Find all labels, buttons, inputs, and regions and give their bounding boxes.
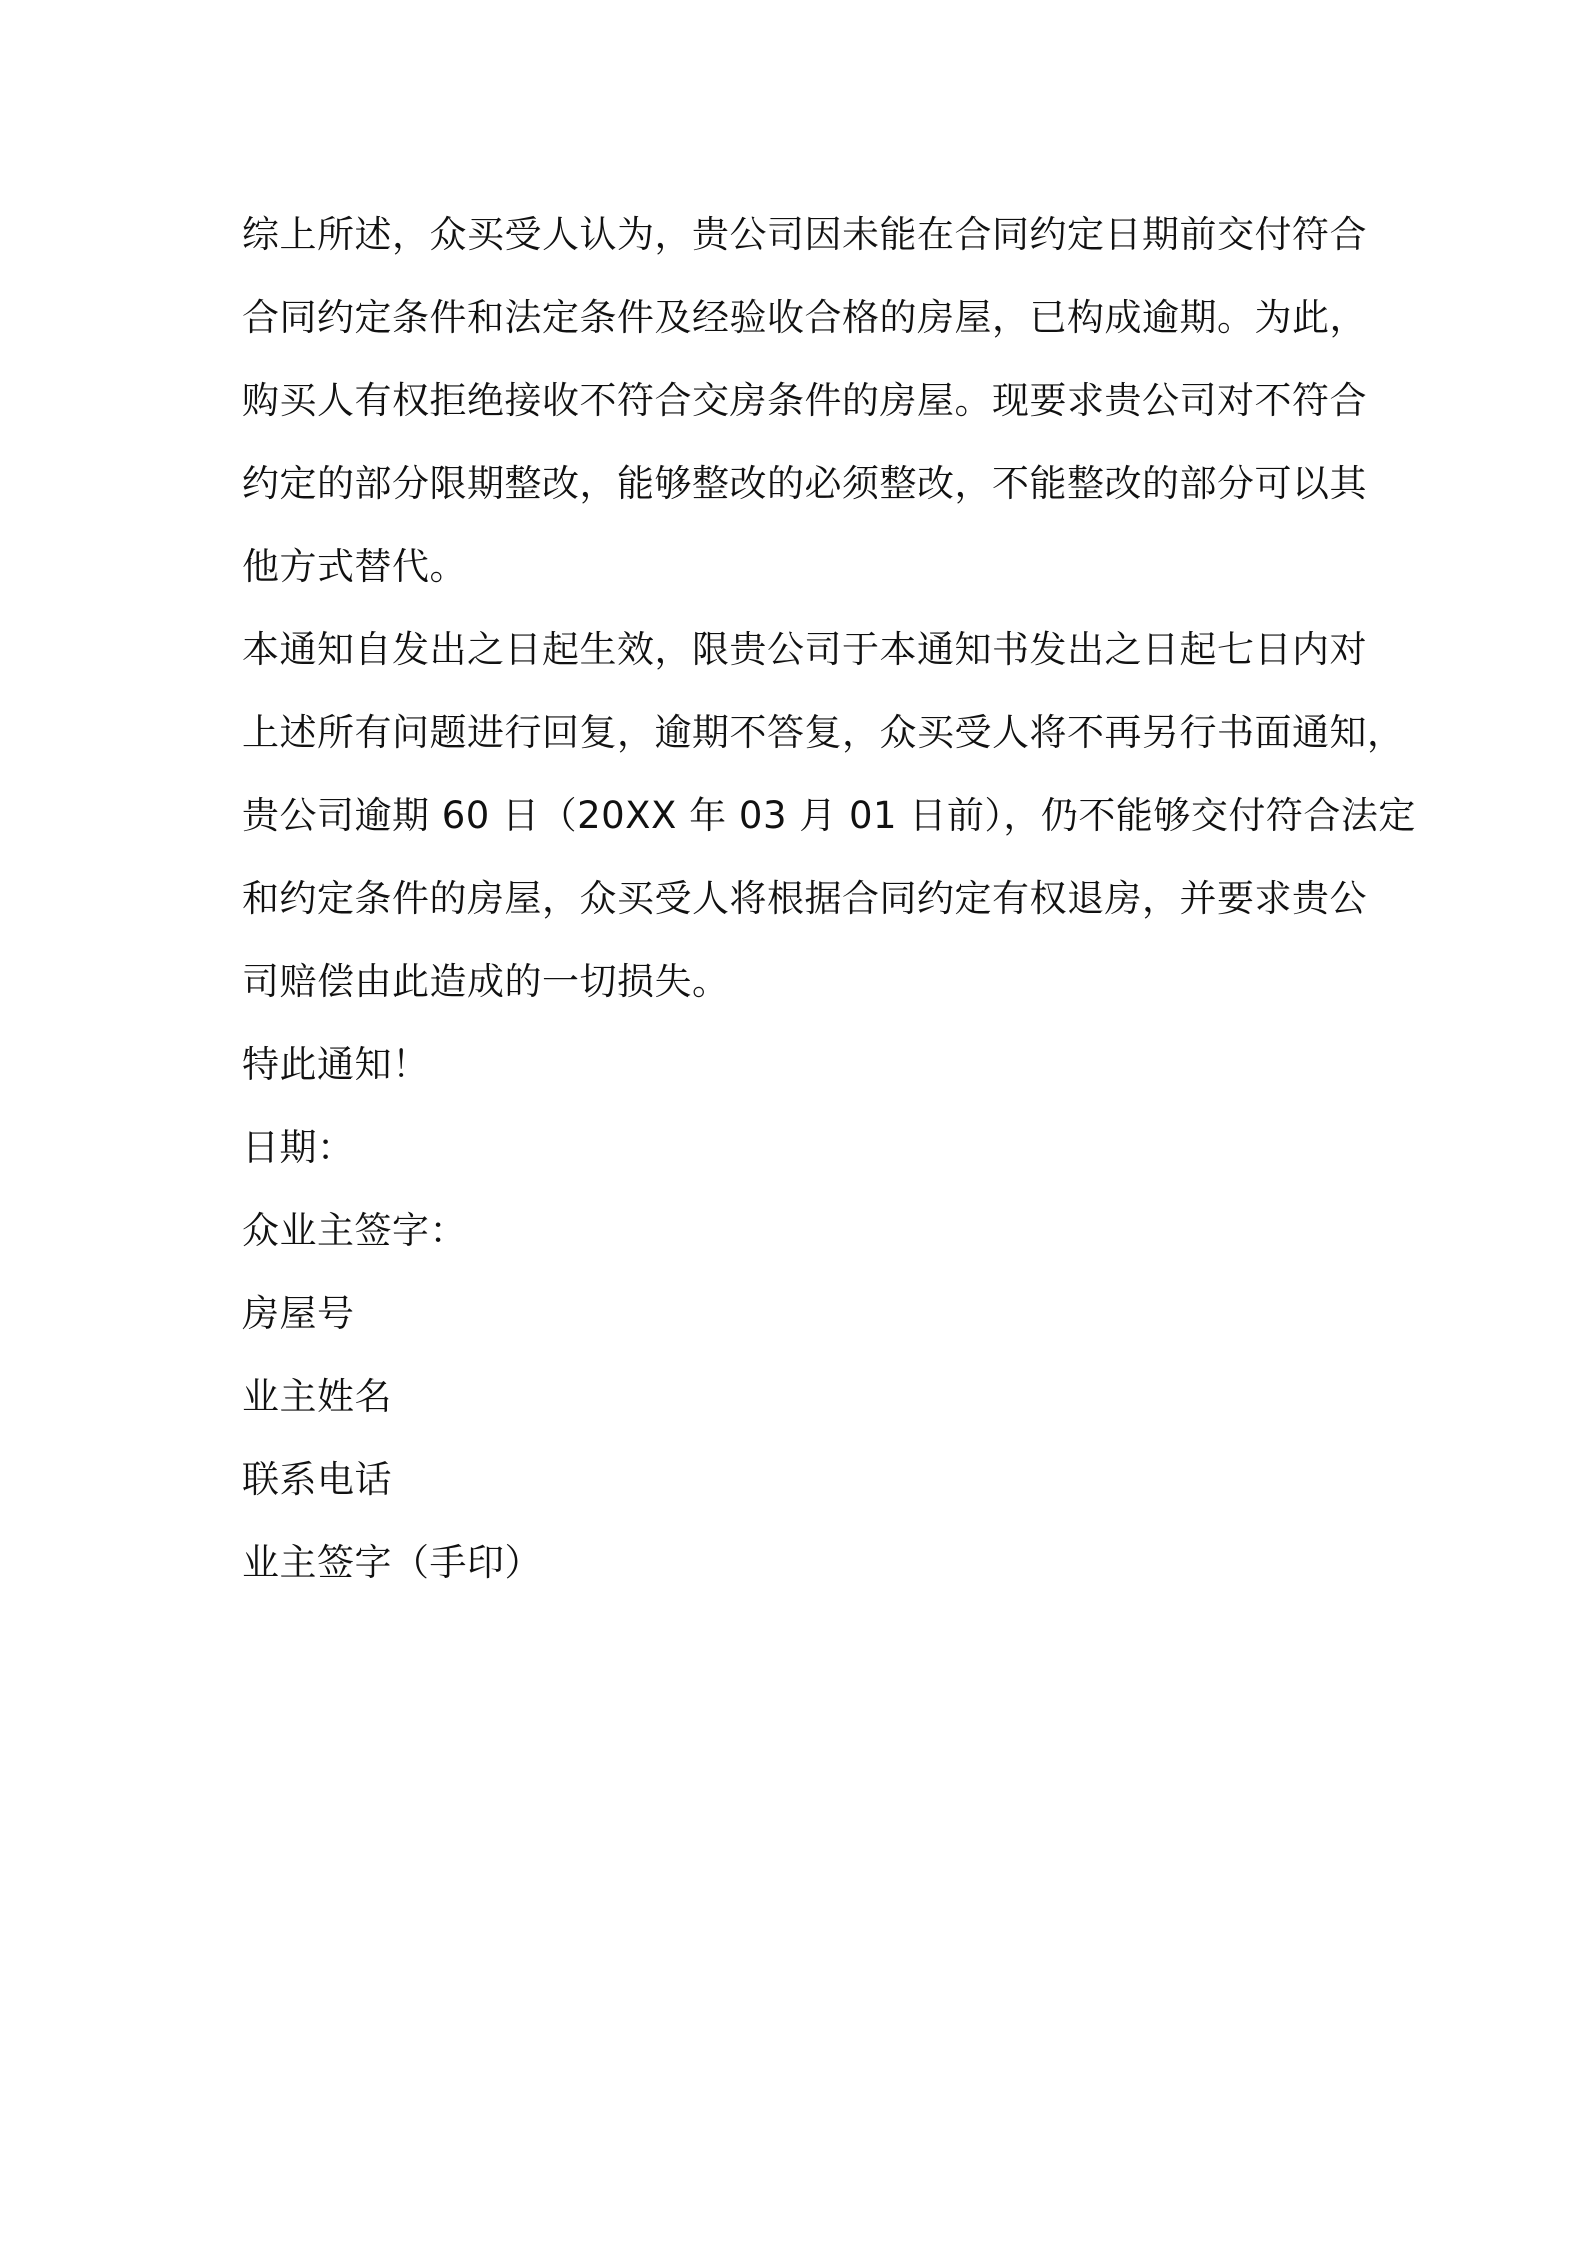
text-line: 上述所有问题进行回复，逾期不答复，众买受人将不再另行书面通知，: [242, 711, 1405, 754]
text-line: 购买人有权拒绝接收不符合交房条件的房屋。现要求贵公司对不符合: [242, 379, 1367, 422]
house-number-label: 房屋号: [242, 1292, 355, 1335]
text-line: 司赔偿由此造成的一切损失。: [242, 960, 730, 1003]
text-line: 和约定条件的房屋，众买受人将根据合同约定有权退房，并要求贵公: [242, 877, 1367, 920]
text-line: 本通知自发出之日起生效，限贵公司于本通知书发出之日起七日内对: [242, 628, 1367, 671]
date-label: 日期：: [242, 1126, 355, 1169]
signature-label: 众业主签字：: [242, 1209, 467, 1252]
paragraph-conclusion: [242, 193, 1367, 608]
document-body: [242, 193, 1416, 1604]
phone-label: 联系电话: [242, 1458, 392, 1501]
text-line: 综上所述，众买受人认为，贵公司因未能在合同约定日期前交付符合: [242, 213, 1367, 256]
paragraph-notice-terms: [242, 608, 1416, 1023]
text-line: 贵公司逾期 60 日（20XX 年 03 月 01 日前），仍不能够交付符合法定: [242, 794, 1416, 837]
closing-line: 特此通知！: [242, 1043, 430, 1086]
text-line: 合同约定条件和法定条件及经验收合格的房屋，已构成逾期。为此，: [242, 296, 1367, 339]
text-line: 他方式替代。: [242, 545, 467, 588]
owner-signature-label: 业主签字（手印）: [242, 1541, 542, 1584]
owner-name-label: 业主姓名: [242, 1375, 392, 1418]
text-line: 约定的部分限期整改，能够整改的必须整改，不能整改的部分可以其: [242, 462, 1367, 505]
